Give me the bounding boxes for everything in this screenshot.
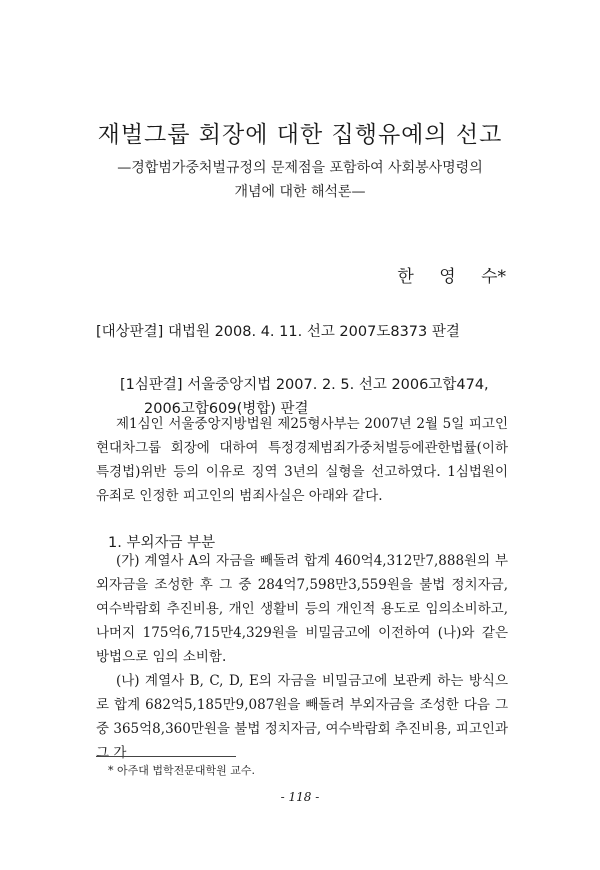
section1-body — [96, 549, 508, 765]
paper-subtitle-line1: —경합범가중처벌규정의 문제점을 포함하여 사회봉사명령의 — [117, 160, 483, 176]
author-name: 한 영 수* — [397, 267, 506, 287]
intro-paragraph: 제1심인 서울중앙지방법원 제25형사부는 2007년 2월 5일 피고인 현대차그룹 회장에 대하여 특정경제범죄가중처벌등에관한법률(이하 특경법)위반 등의 이유로 징역 3년의 실형을 선고하였다. 1심법원이 유죄로 인정한 피고인의 범죄사실은 아래와 같다. — [96, 416, 508, 504]
paper-title: 재벌그룹 회장에 대한 집행유예의 선고 — [97, 122, 503, 148]
item-na-paragraph: (나) 계열사 B, C, D, E의 자금을 비밀금고에 보관케 하는 방식으로 합계 682억5,185만9,087원을 빼돌려 부외자금을 조성한 다음 그 중 365억8,360만원을 불법 정치자금, 여수박람회 추진비용, 피고인과 그 가 — [96, 673, 508, 761]
target-judgment: [대상판결] 대법원 2008. 4. 11. 선고 2007도8373 판결 — [96, 324, 460, 340]
paper-subtitle-line2: 개념에 대한 해석론— — [234, 184, 366, 200]
intro-paragraph-block — [96, 412, 508, 508]
section-heading: 1. 부외자금 부분 — [108, 535, 216, 551]
first-instance-judgment-line2: 2006고합609(병합) 판결 — [144, 401, 309, 417]
page-number: - 118 - — [280, 790, 320, 804]
item-ga-paragraph: (가) 계열사 A의 자금을 빼돌려 합계 460억4,312만7,888원의 부외자금을 조성한 후 그 중 284억7,598만3,559원을 불법 정치자금, 여수박람회 추진비용, 개인 생활비 등의 개인적 용도로 임의소비하고, 나머지 175억6,715만4,329원을 비밀금고에 이전하여 (나)와 같은 방법으로 임의 소비함. — [96, 553, 508, 665]
first-instance-judgment-line1: [1심판결] 서울중앙지법 2007. 2. 5. 선고 2006고합474, — [120, 377, 489, 393]
footnote-text: * 아주대 법학전문대학원 교수. — [108, 764, 255, 777]
footnote-divider — [96, 756, 236, 757]
